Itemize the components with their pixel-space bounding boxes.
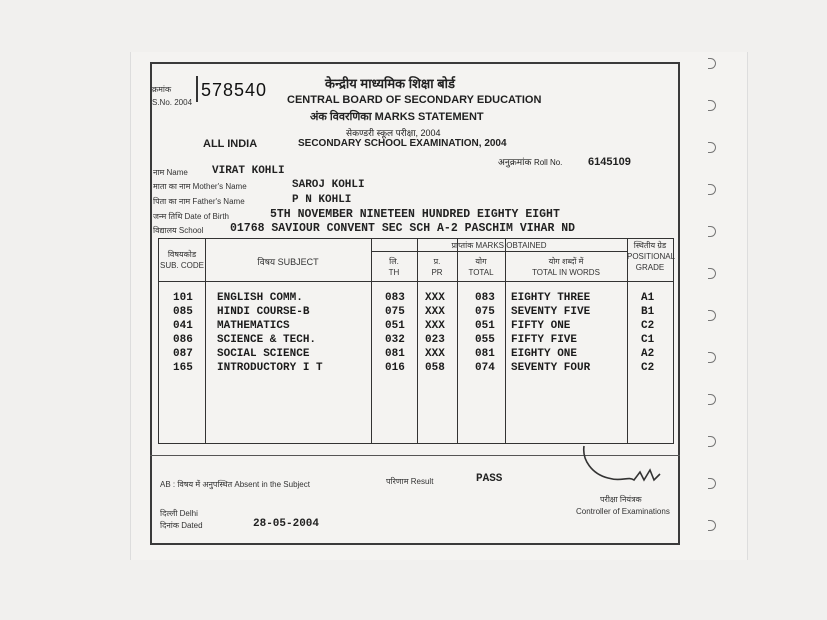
cell-grade: C2 xyxy=(641,362,655,374)
feed-hole xyxy=(708,58,716,69)
theory-header: लि. TH xyxy=(388,257,400,277)
exam-name-hindi: सेकण्डरी स्कूल परीक्षा, 2004 xyxy=(346,128,441,138)
cell-th: 081 xyxy=(385,348,405,360)
subject-header: विषय SUBJECT xyxy=(257,257,319,267)
cell-code: 041 xyxy=(173,320,193,332)
words-header: योग शब्दों में TOTAL IN WORDS xyxy=(532,257,600,277)
cell-pr: 058 xyxy=(425,362,445,374)
absent-note: AB : विषय में अनुपस्थित Absent in the Subject xyxy=(160,480,310,489)
statement-title-hindi: अंक विवरणिका xyxy=(310,111,372,123)
cell-pr: 023 xyxy=(425,334,445,346)
cell-grade: A1 xyxy=(641,292,655,304)
mother-name: SAROJ KOHLI xyxy=(292,179,365,191)
code-header: विषयकोड SUB. CODE xyxy=(159,250,204,270)
father-name: P N KOHLI xyxy=(292,194,352,206)
cell-subject: HINDI COURSE-B xyxy=(217,306,310,318)
cell-words: FIFTY ONE xyxy=(511,320,571,332)
cell-code: 086 xyxy=(173,334,193,346)
cell-grade: A2 xyxy=(641,348,655,360)
feed-hole xyxy=(708,310,716,321)
cell-total: 083 xyxy=(475,292,495,304)
total-header: योग TOTAL xyxy=(468,257,494,277)
marks-obtained-header: प्राप्तांक MARKS OBTAINED xyxy=(451,241,547,250)
marks-table xyxy=(158,238,674,444)
cell-total: 051 xyxy=(475,320,495,332)
board-name-hindi: केन्द्रीय माध्यमिक शिक्षा बोर्ड xyxy=(325,76,455,91)
school-label: विद्यालय School xyxy=(153,226,204,235)
region: ALL INDIA xyxy=(203,138,258,150)
exam-name: SECONDARY SCHOOL EXAMINATION, 2004 xyxy=(298,138,507,149)
cell-total: 074 xyxy=(475,362,495,374)
serial-label-hindi: क्रमांक xyxy=(152,85,172,94)
feed-hole xyxy=(708,100,716,111)
cell-subject: SOCIAL SCIENCE xyxy=(217,348,310,360)
header-divider xyxy=(371,251,627,252)
feed-hole xyxy=(708,478,716,489)
column-divider xyxy=(205,239,206,443)
feed-hole xyxy=(708,436,716,447)
issue-date: 28-05-2004 xyxy=(253,518,320,530)
controller-title-hindi: परीक्षा नियंत्रक xyxy=(600,495,642,504)
dated-label: दिनांक Dated xyxy=(160,521,203,530)
roll-number: 6145109 xyxy=(588,156,631,168)
board-name: CENTRAL BOARD OF SECONDARY EDUCATION xyxy=(287,94,542,106)
statement-title-english: MARKS STATEMENT xyxy=(374,111,484,123)
date-of-birth: 5TH NOVEMBER NINETEEN HUNDRED EIGHTY EIGHT xyxy=(270,208,560,221)
cell-words: EIGHTY THREE xyxy=(511,292,591,304)
cell-words: SEVENTY FOUR xyxy=(511,362,591,374)
roll-label: अनुक्रमांक Roll No. xyxy=(498,157,563,167)
candidate-name: VIRAT KOHLI xyxy=(212,165,285,177)
serial-label: S.No. 2004 xyxy=(152,98,193,107)
result-label: परिणाम Result xyxy=(386,477,434,486)
grade-header: स्थितीय ग्रेड POSITIONAL GRADE xyxy=(627,241,676,272)
controller-signature xyxy=(578,440,678,492)
cell-words: FIFTY FIVE xyxy=(511,334,578,346)
cell-code: 087 xyxy=(173,348,193,360)
cell-th: 083 xyxy=(385,292,405,304)
name-label: नाम Name xyxy=(153,168,188,177)
cell-subject: ENGLISH COMM. xyxy=(217,292,303,304)
result-value: PASS xyxy=(476,473,503,485)
header-bottom-rule xyxy=(159,281,673,282)
cell-code: 085 xyxy=(173,306,193,318)
school-name: 01768 SAVIOUR CONVENT SEC SCH A-2 PASCHIM VIHAR ND xyxy=(230,222,576,235)
cell-th: 075 xyxy=(385,306,405,318)
cell-subject: INTRODUCTORY I T xyxy=(217,362,323,374)
cell-total: 055 xyxy=(475,334,495,346)
feed-hole xyxy=(708,394,716,405)
cell-th: 016 xyxy=(385,362,405,374)
serial-divider xyxy=(196,76,198,102)
cell-total: 075 xyxy=(475,306,495,318)
cell-words: EIGHTY ONE xyxy=(511,348,578,360)
place: दिल्ली Delhi xyxy=(160,509,198,518)
cell-subject: SCIENCE & TECH. xyxy=(217,334,317,346)
cell-total: 081 xyxy=(475,348,495,360)
cell-code: 101 xyxy=(173,292,193,304)
controller-title: Controller of Examinations xyxy=(576,507,670,516)
practical-header: प्र. PR xyxy=(431,257,443,277)
cell-th: 051 xyxy=(385,320,405,332)
cell-code: 165 xyxy=(173,362,193,374)
feed-hole xyxy=(708,268,716,279)
father-name-label: पिता का नाम Father's Name xyxy=(153,197,245,206)
statement-title xyxy=(310,109,484,124)
mother-name-label: माता का नाम Mother's Name xyxy=(153,182,247,191)
cell-grade: C1 xyxy=(641,334,655,346)
feed-hole xyxy=(708,142,716,153)
feed-hole xyxy=(708,226,716,237)
signature-stroke xyxy=(584,446,660,480)
cell-pr: XXX xyxy=(425,320,445,332)
feed-hole xyxy=(708,184,716,195)
dob-label: जन्म तिथि Date of Birth xyxy=(153,212,229,221)
feed-hole xyxy=(708,352,716,363)
cell-grade: B1 xyxy=(641,306,655,318)
cell-th: 032 xyxy=(385,334,405,346)
feed-hole xyxy=(708,520,716,531)
cell-pr: XXX xyxy=(425,292,445,304)
cell-words: SEVENTY FIVE xyxy=(511,306,591,318)
tractor-feed-strip xyxy=(700,55,730,575)
cell-pr: XXX xyxy=(425,348,445,360)
cell-grade: C2 xyxy=(641,320,655,332)
cell-subject: MATHEMATICS xyxy=(217,320,290,332)
serial-number: 578540 xyxy=(201,80,268,100)
cell-pr: XXX xyxy=(425,306,445,318)
